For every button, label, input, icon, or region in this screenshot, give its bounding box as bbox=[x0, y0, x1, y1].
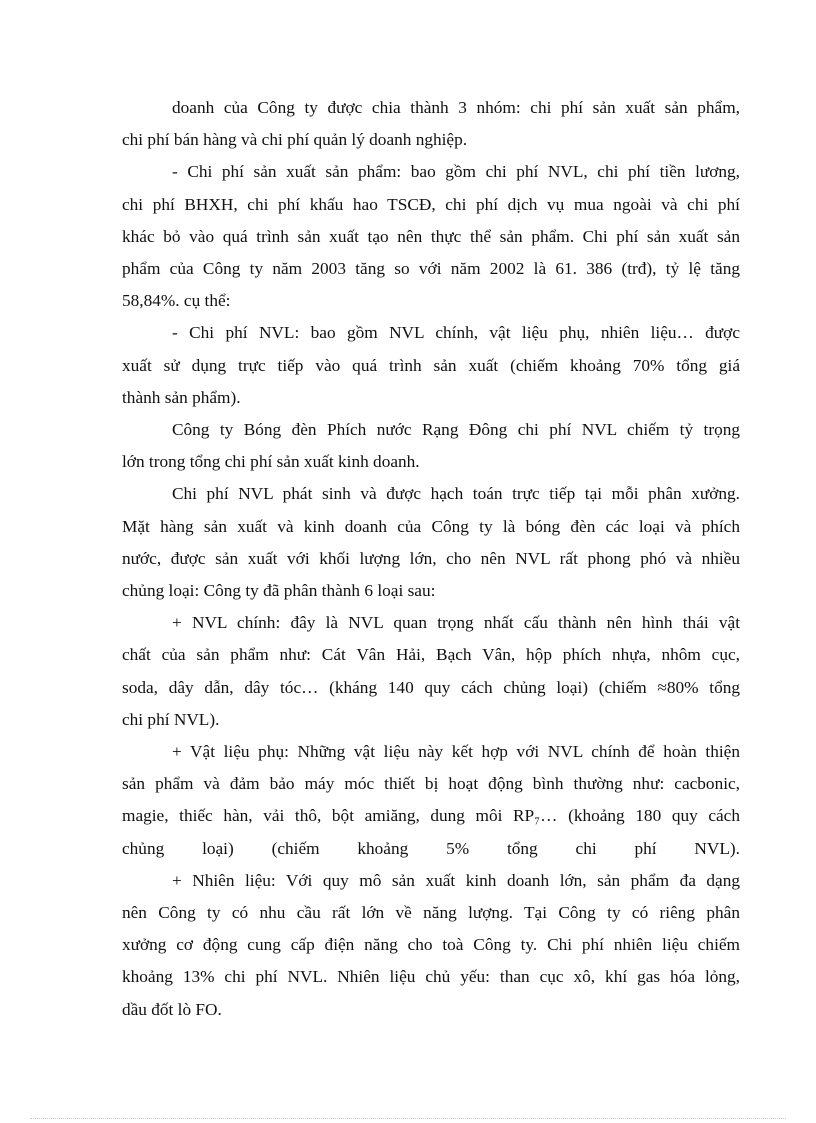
text-line: chi phí BHXH, chi phí khấu hao TSCĐ, chi phí dịch vụ mua ngoài và chi phí bbox=[122, 194, 740, 214]
text-line: Mặt hàng sản xuất và kinh doanh của Công ty là bóng đèn các loại và phích bbox=[122, 516, 740, 536]
text-line: magie, thiếc hàn, vải thô, bột amiăng, dung môi RP₇… (khoảng 180 quy cách bbox=[122, 806, 740, 826]
paragraph bbox=[122, 607, 740, 736]
text-line: Chi phí NVL phát sinh và được hạch toán trực tiếp tại mỗi phân xưởng. bbox=[172, 484, 740, 504]
text-line: chi phí bán hàng và chi phí quản lý doanh nghiệp. bbox=[122, 130, 468, 150]
text-line: xưởng cơ động cung cấp điện năng cho toà Công ty. Chi phí nhiên liệu chiếm bbox=[122, 935, 740, 955]
text-line: chi phí NVL). bbox=[122, 709, 220, 729]
text-line: nên Công ty có nhu cầu rất lớn về năng lượng. Tại Công ty có riêng phân bbox=[122, 903, 740, 923]
paragraph bbox=[122, 317, 740, 414]
text-line: doanh của Công ty được chia thành 3 nhóm: chi phí sản xuất sản phẩm, bbox=[172, 98, 740, 117]
text-line: thành sản phẩm). bbox=[122, 387, 241, 407]
paragraph bbox=[122, 736, 740, 865]
text-line: + NVL chính: đây là NVL quan trọng nhất cấu thành nên hình thái vật bbox=[172, 613, 740, 633]
page-bottom-divider bbox=[30, 1118, 786, 1119]
text-line: chất của sản phẩm như: Cát Vân Hải, Bạch Vân, hộp phích nhựa, nhôm cục, bbox=[122, 645, 740, 665]
text-line: xuất sử dụng trực tiếp vào quá trình sản xuất (chiếm khoảng 70% tổng giá bbox=[122, 355, 740, 375]
paragraph bbox=[122, 156, 740, 317]
text-line: - Chi phí sản xuất sản phẩm: bao gồm chi phí NVL, chi phí tiền lương, bbox=[172, 162, 740, 182]
paragraph bbox=[122, 865, 740, 1026]
text-line: lớn trong tổng chi phí sản xuất kinh doanh. bbox=[122, 452, 420, 472]
paragraph bbox=[122, 92, 740, 156]
text-line: Công ty Bóng đèn Phích nước Rạng Đông chi phí NVL chiếm tỷ trọng bbox=[172, 420, 740, 440]
paragraph bbox=[122, 478, 740, 607]
text-line: khoảng 13% chi phí NVL. Nhiên liệu chủ yếu: than cục xô, khí gas hóa lỏng, bbox=[122, 967, 740, 987]
text-line: nước, được sản xuất với khối lượng lớn, cho nên NVL rất phong phó và nhiều bbox=[122, 548, 740, 568]
text-line: 58,84%. cụ thể: bbox=[122, 291, 231, 311]
document-body bbox=[122, 92, 740, 1026]
text-line: + Nhiên liệu: Với quy mô sản xuất kinh doanh lớn, sản phẩm đa dạng bbox=[172, 870, 740, 890]
text-line: khác bỏ vào quá trình sản xuất tạo nên thực thể sản phẩm. Chi phí sản xuất sản bbox=[122, 226, 740, 246]
text-line: + Vật liệu phụ: Những vật liệu này kết hợp với NVL chính để hoàn thiện bbox=[172, 742, 740, 762]
text-line: dầu đốt lò FO. bbox=[122, 999, 222, 1019]
text-line: - Chi phí NVL: bao gồm NVL chính, vật liệu phụ, nhiên liệu… được bbox=[172, 323, 740, 343]
text-line: soda, dây dẫn, dây tóc… (kháng 140 quy cách chủng loại) (chiếm ≈80% tổng bbox=[122, 677, 740, 697]
text-line: phẩm của Công ty năm 2003 tăng so với năm 2002 là 61. 386 (trđ), tỷ lệ tăng bbox=[122, 259, 740, 279]
text-line: chủng loại: Công ty đã phân thành 6 loại sau: bbox=[122, 581, 436, 601]
text-line: sản phẩm và đảm bảo máy móc thiết bị hoạt động bình thường như: cacbonic, bbox=[122, 774, 740, 794]
text-line: chủng loại) (chiếm khoảng 5% tổng chi phí NVL). bbox=[122, 838, 740, 858]
paragraph bbox=[122, 414, 740, 478]
